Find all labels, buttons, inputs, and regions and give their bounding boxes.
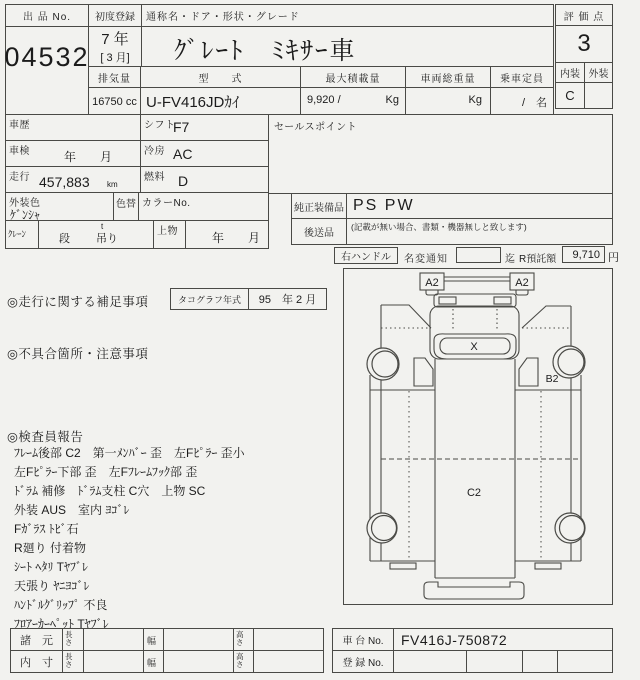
sales-point-label: セールスポイント bbox=[274, 122, 358, 133]
inner-height-label: 高さ bbox=[236, 652, 244, 669]
crane-tsuri-label: 吊り bbox=[96, 233, 118, 245]
inspector-line: Fｶﾞﾗｽ ﾄﾋﾞ石 bbox=[14, 522, 79, 536]
exterior-value-cell bbox=[585, 83, 612, 108]
inspector-line: 外装 AUS 室内 ﾖｺﾞﾚ bbox=[14, 503, 130, 517]
mileage-unit: km bbox=[107, 180, 118, 189]
vehicle-name-label: 通称名・ドア・形状・グレード bbox=[142, 5, 553, 27]
exterior-color-value: ｹﾞﾝｼｬ bbox=[10, 208, 41, 222]
first-registration-box bbox=[88, 4, 142, 67]
mileage-note-heading: ◎走行に関する補足事項 bbox=[7, 295, 149, 309]
max-load-label: 最大積載量 bbox=[301, 67, 405, 88]
exterior-value bbox=[585, 83, 612, 108]
tachograph-label-cell bbox=[170, 288, 249, 310]
deposit-value: 9,710 bbox=[572, 249, 600, 261]
displacement-value: 16750 cc bbox=[92, 95, 137, 108]
interior-label-cell bbox=[556, 63, 585, 83]
right-handle-box bbox=[334, 247, 398, 264]
inner-width-value-cell bbox=[163, 650, 234, 673]
equipment-value: PS PW bbox=[353, 197, 415, 214]
body-cell bbox=[153, 220, 186, 249]
body-value-cell bbox=[185, 220, 269, 249]
interior-value: C bbox=[565, 88, 575, 103]
color-change-cell bbox=[113, 192, 139, 221]
rear-bumper bbox=[424, 582, 524, 599]
registration-label: 登 録 No. bbox=[342, 658, 384, 669]
inspector-report bbox=[14, 444, 334, 634]
damage-label-c2: C2 bbox=[466, 487, 482, 499]
inner-height-value-cell bbox=[253, 650, 324, 673]
inner-height-label-cell bbox=[233, 650, 254, 673]
inspector-line: ﾌﾚｰﾑ後部 C2 第一ﾒﾝﾊﾞｰ 歪 左Fﾋﾟﾗｰ 歪小 bbox=[14, 446, 245, 460]
fuel-cell bbox=[140, 166, 269, 193]
damage-label-x: X bbox=[470, 341, 478, 353]
deposit-label: R預託額 bbox=[519, 254, 557, 265]
first-registration-label: 初度登録 bbox=[89, 5, 141, 27]
later-items-label: 後送品 bbox=[304, 228, 334, 239]
truck-dashed-lines bbox=[381, 328, 581, 559]
vehicle-diagram bbox=[344, 269, 612, 604]
crane-dan-label: 段 bbox=[59, 233, 70, 245]
score-value: 3 bbox=[577, 30, 591, 57]
color-change-label: 色替 bbox=[116, 199, 136, 210]
name-change-label: 名変通知 bbox=[404, 254, 448, 265]
deposit-value-box bbox=[562, 246, 605, 263]
shift-value: F7 bbox=[173, 119, 190, 135]
history-label: 車歴 bbox=[9, 120, 30, 131]
equipment-label: 純正装備品 bbox=[294, 202, 344, 214]
side-steps bbox=[390, 358, 561, 599]
mileage-cell bbox=[5, 166, 141, 193]
registration-cell-1 bbox=[393, 650, 467, 673]
max-load-unit: Kg bbox=[385, 94, 399, 106]
dims-width-label-cell bbox=[143, 628, 164, 651]
dims-width-label: 幅 bbox=[147, 636, 157, 646]
inspector-line: 左Fﾋﾟﾗｰ下部 歪 左Fﾌﾚｰﾑﾌｯｸ部 歪 bbox=[14, 465, 198, 479]
inspector-line: ﾊﾝﾄﾞﾙｸﾞﾘｯﾌﾟ 不良 bbox=[14, 598, 108, 612]
registration-label-cell bbox=[332, 650, 394, 673]
shift-label: シフト bbox=[144, 120, 176, 131]
gross-weight-box bbox=[405, 66, 491, 115]
inner-length-label: 長さ bbox=[65, 652, 73, 669]
until-label: 迄 bbox=[505, 254, 515, 265]
mileage-label: 走行 bbox=[9, 172, 30, 183]
damage-labels bbox=[425, 277, 558, 499]
inspector-line: R廻り 付着物 bbox=[14, 541, 87, 555]
exterior-color-label: 外装色 bbox=[9, 198, 41, 209]
dims-label-cell bbox=[10, 628, 63, 651]
defect-heading: ◎不具合箇所・注意事項 bbox=[7, 347, 149, 361]
dims-height-label: 高さ bbox=[236, 630, 244, 647]
capacity-box bbox=[490, 66, 554, 115]
crane-value-cell bbox=[38, 220, 154, 249]
fuel-label: 燃料 bbox=[144, 172, 165, 183]
interior-label: 内装 bbox=[560, 69, 580, 80]
dims-length-label: 長さ bbox=[65, 630, 73, 647]
interior-value-cell bbox=[556, 83, 585, 108]
later-items-note: (記載が無い場合、書類・機器無しと致します) bbox=[351, 222, 527, 232]
right-handle-label: 右ハンドル bbox=[341, 252, 391, 263]
inspector-line: ｼｰﾄ ﾍﾀﾘ Tﾔﾌﾞﾚ bbox=[14, 560, 88, 574]
registration-cell-2 bbox=[466, 650, 523, 673]
gross-weight-unit: Kg bbox=[468, 94, 482, 106]
dims-width-value-cell bbox=[163, 628, 234, 651]
crane-ton-label: t bbox=[101, 222, 104, 231]
inner-width-label: 幅 bbox=[147, 658, 157, 668]
inner-width-label-cell bbox=[143, 650, 164, 673]
inner-length-value-cell bbox=[83, 650, 144, 673]
model-label: 型 式 bbox=[141, 67, 300, 88]
inner-length-label-cell bbox=[62, 650, 84, 673]
tachograph-value-cell bbox=[248, 288, 327, 310]
inspector-line: 天張り ﾔﾆﾖｺﾞﾚ bbox=[14, 579, 90, 593]
equipment-value-cell bbox=[346, 193, 613, 219]
later-items-label-cell bbox=[291, 218, 347, 245]
later-items-value-cell bbox=[346, 218, 613, 245]
exhibit-no-label: 出 品 No. bbox=[6, 5, 88, 27]
history-cell bbox=[5, 114, 141, 141]
mileage-value: 457,883 bbox=[39, 174, 90, 190]
chassis-label: 車 台 No. bbox=[342, 636, 384, 647]
chassis-value-cell bbox=[393, 628, 613, 651]
capacity-label: 乗車定員 bbox=[491, 67, 553, 88]
vehicle-name-value: ｸﾞﾚｰﾄ ﾐｷｻｰ車 bbox=[174, 37, 357, 65]
deposit-unit: 円 bbox=[608, 252, 619, 264]
inspection-label: 車検 bbox=[9, 146, 30, 157]
inspector-heading: ◎検査員報告 bbox=[7, 430, 84, 444]
inspection-value: 年 月 bbox=[64, 150, 113, 164]
damage-label-a2-right: A2 bbox=[515, 277, 529, 289]
crane-cell bbox=[5, 220, 39, 249]
exterior-label: 外装 bbox=[588, 69, 609, 80]
inspector-line: ﾄﾞﾗﾑ 補修 ﾄﾞﾗﾑ支柱 C穴 上物 SC bbox=[14, 484, 206, 498]
capacity-value: / 名 bbox=[521, 97, 547, 109]
first-registration-month: [ 3 月] bbox=[100, 52, 130, 64]
ac-cell bbox=[140, 140, 269, 167]
tachograph-value: 95 年 2 月 bbox=[258, 294, 317, 306]
tachograph-label: タコグラフ年式 bbox=[177, 294, 241, 305]
registration-cell-3 bbox=[522, 650, 558, 673]
crane-label: ｸﾚｰﾝ bbox=[8, 229, 27, 239]
shift-cell bbox=[140, 114, 269, 141]
vehicle-name-box bbox=[141, 4, 554, 67]
dims-height-value-cell bbox=[253, 628, 324, 651]
dims-label: 諸 元 bbox=[20, 634, 53, 647]
dims-length-label-cell bbox=[62, 628, 84, 651]
dims-length-value-cell bbox=[83, 628, 144, 651]
max-load-value: 9,920 / bbox=[307, 94, 341, 106]
chassis-value: FV416J-750872 bbox=[401, 632, 508, 648]
fuel-value: D bbox=[178, 173, 189, 189]
exhibit-no-box bbox=[5, 4, 89, 115]
displacement-label: 排気量 bbox=[89, 67, 140, 88]
score-label: 評 価 点 bbox=[556, 5, 612, 26]
inner-label: 内 寸 bbox=[20, 656, 53, 669]
body-value: 年 月 bbox=[212, 231, 261, 245]
name-change-date-box bbox=[456, 247, 501, 263]
ac-label: 冷房 bbox=[144, 146, 165, 157]
score-box bbox=[555, 4, 613, 63]
model-value: U-FV416JDｶｲ bbox=[146, 94, 240, 111]
first-registration-year: 7 年 bbox=[101, 30, 129, 48]
inner-label-cell bbox=[10, 650, 63, 673]
equipment-label-cell bbox=[291, 193, 347, 219]
chassis-label-cell bbox=[332, 628, 394, 651]
body-label: 上物 bbox=[157, 226, 178, 237]
sales-point-box bbox=[268, 114, 613, 194]
exhibit-no-value: 04532 bbox=[4, 41, 90, 72]
color-no-label: カラーNo. bbox=[142, 198, 191, 209]
registration-cell-4 bbox=[557, 650, 613, 673]
damage-label-a2-left: A2 bbox=[425, 277, 439, 289]
color-no-cell bbox=[138, 192, 269, 221]
exterior-color-cell bbox=[5, 192, 114, 221]
gross-weight-label: 車両総重量 bbox=[406, 67, 490, 88]
inspection-cell bbox=[5, 140, 141, 167]
displacement-box bbox=[88, 66, 141, 115]
exterior-label-cell bbox=[585, 63, 612, 83]
model-box bbox=[140, 66, 301, 115]
max-load-box bbox=[300, 66, 406, 115]
interior-exterior-box bbox=[555, 62, 613, 109]
visor-strip bbox=[434, 294, 516, 307]
damage-label-b2: B2 bbox=[545, 373, 559, 385]
inspector-line: ﾌﾛｱｰｶｰﾍﾟｯﾄ Tﾔﾌﾞﾚ bbox=[14, 617, 109, 631]
ac-value: AC bbox=[173, 146, 193, 162]
dims-height-label-cell bbox=[233, 628, 254, 651]
vehicle-diagram-box bbox=[343, 268, 613, 605]
